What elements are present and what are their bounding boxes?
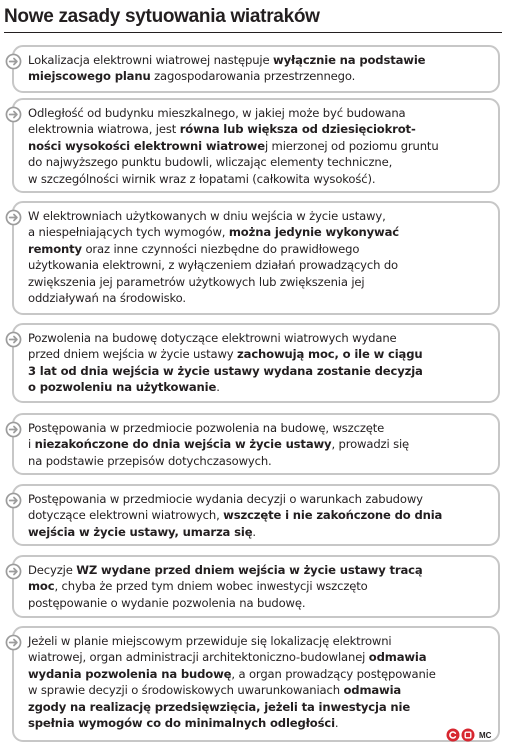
rule-text <box>28 330 492 396</box>
text-segment: dotyczące elektrowni wiatrowych, <box>28 508 224 523</box>
text-segment: na podstawie przepisów dotychczasowych. <box>28 453 272 468</box>
text-segment: , a organ prowadzący postępowanie <box>231 666 436 681</box>
rule-card-3 <box>12 201 500 315</box>
text-segment: oddziaływań na środowisko. <box>28 291 186 306</box>
rule-text <box>28 491 492 540</box>
arrow-right-icon <box>5 106 22 123</box>
arrow-right-icon <box>5 331 22 348</box>
text-segment: do najwyższego punktu budowli, wliczając elementy techniczne, <box>28 155 393 170</box>
arrow-right-icon <box>5 634 22 651</box>
credit-author: MC <box>479 730 492 740</box>
pictogram-icon <box>461 728 475 742</box>
emphasized-text: odmawia <box>343 683 402 698</box>
emphasized-text: równa lub większa od dziesięciokrot- <box>179 122 416 137</box>
emphasized-text: niezakończone do dnia wejścia w życie ustawy <box>34 437 332 452</box>
arrow-right-icon <box>5 53 22 70</box>
text-segment: a niespełniających tych wymogów, <box>28 225 229 240</box>
emphasized-text: WZ wydane przed dniem wejścia w życie ustawy tracą <box>76 563 423 577</box>
text-segment: wiatrowej, organ administracji architektoniczno-budowlanej <box>28 650 369 665</box>
text-segment: zwiększenia jej parametrów użytkowych lub zwiększenia jej <box>28 274 365 289</box>
rule-card-5 <box>12 413 500 475</box>
emphasized-text: remonty <box>28 241 82 256</box>
emphasized-text: zgody na realizację przedsięwzięcia, jeżeli ta inwestycja nie <box>28 699 411 714</box>
rule-text <box>28 105 492 187</box>
rule-card-6 <box>12 484 500 546</box>
emphasized-text: wydania pozwolenia na budowę <box>28 666 232 681</box>
text-segment: w sprawie decyzji o środowiskowych uwarunkowaniach <box>28 683 344 698</box>
text-segment: . <box>216 380 220 395</box>
text-segment: oraz inne czynności niezbędne do prawidłowego <box>81 241 360 256</box>
emphasized-text: wyłącznie na podstawie <box>273 53 426 67</box>
rule-card-7 <box>12 555 500 618</box>
emphasized-text: ności wysokości elektrowni wiatrowe <box>28 138 265 153</box>
arrow-right-icon <box>5 421 22 438</box>
emphasized-text: wszczęte i nie zakończone do dnia <box>223 508 443 523</box>
text-segment: użytkowania elektrowni, z wyłączeniem działań prowadzących do <box>28 258 398 273</box>
emphasized-text: moc <box>28 579 55 594</box>
text-segment: Lokalizacja elektrowni wiatrowej następuje <box>28 53 274 67</box>
text-segment: Odległość od budynku mieszkalnego, w jakiej może być budowana <box>28 106 406 120</box>
text-segment: W elektrowniach użytkowanych w dniu wejścia w życie ustawy, <box>28 209 386 223</box>
text-segment: i <box>28 437 35 452</box>
text-segment: zagospodarowania przestrzennego. <box>150 69 356 84</box>
page-title: Nowe zasady sytuowania wiatraków <box>4 2 502 33</box>
emphasized-text: można jedynie wykonywać <box>228 225 400 240</box>
text-segment: , chyba że przed tym dniem wobec inwestycji wszczęto <box>54 579 368 594</box>
emphasized-text: o pozwoleniu na użytkowanie <box>28 380 217 395</box>
rule-text <box>28 420 492 469</box>
text-segment: , prowadzi się <box>331 437 410 452</box>
text-segment: Pozwolenia na budowę dotyczące elektrowni wiatrowych wydane <box>28 331 397 345</box>
text-segment: Postępowania w przedmiocie pozwolenia na budowę, wszczęte <box>28 421 385 435</box>
arrow-right-icon <box>5 209 22 226</box>
text-segment: postępowanie o wydanie pozwolenia na budowę. <box>28 595 306 610</box>
text-segment: w szczególności wirnik wraz z łopatami (całkowita wysokość). <box>28 171 376 186</box>
text-segment: j mierzonej od poziomu gruntu <box>264 138 439 153</box>
rule-text <box>28 633 492 731</box>
emphasized-text: odmawia <box>368 650 427 665</box>
rule-card-2 <box>12 98 500 193</box>
emphasized-text: 3 lat od dnia wejścia w życie ustawy wydana zostanie decyzja <box>28 363 423 378</box>
text-segment: Jeżeli w planie miejscowym przewiduje się lokalizację elektrowni <box>28 634 392 648</box>
text-segment: Decyzje <box>28 563 77 577</box>
rule-card-8 <box>12 626 500 742</box>
arrow-right-icon <box>5 492 22 509</box>
rule-text <box>28 208 492 306</box>
rule-text <box>28 562 492 611</box>
emphasized-text: spełnia wymogów co do minimalnych odległości <box>28 716 335 731</box>
rule-text <box>28 52 492 85</box>
emphasized-text: wejścia w życie ustawy, umarza się <box>28 524 253 539</box>
text-segment: elektrownia wiatrowa, jest <box>28 122 180 137</box>
text-segment: . <box>252 524 256 539</box>
emphasized-text: zachowują moc, o ile w ciągu <box>237 347 423 362</box>
rule-card-1 <box>12 45 500 93</box>
text-segment: przed dniem wejścia w życie ustawy <box>28 347 238 362</box>
copyright-icon <box>446 728 460 742</box>
text-segment: Postępowania w przedmiocie wydania decyzji o warunkach zabudowy <box>28 492 423 506</box>
credit <box>446 727 502 743</box>
emphasized-text: miejscowego planu <box>28 69 151 84</box>
text-segment: . <box>334 716 339 731</box>
arrow-right-icon <box>5 563 22 580</box>
rule-card-4 <box>12 323 500 403</box>
